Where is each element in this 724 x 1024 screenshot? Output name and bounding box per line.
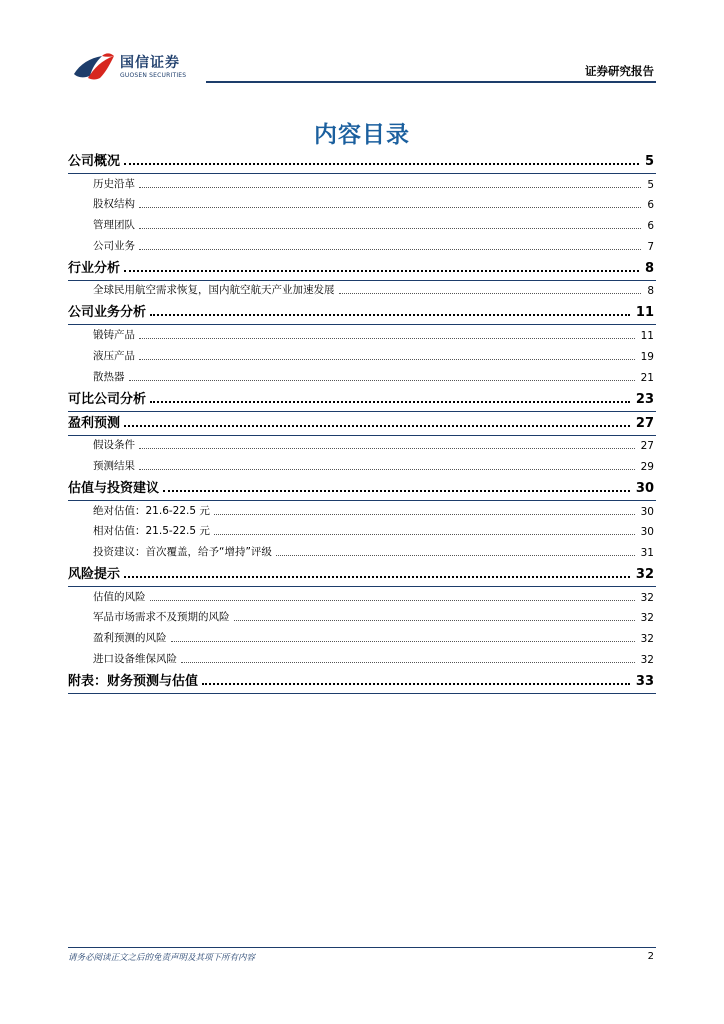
toc-page-number: 23 (635, 391, 654, 407)
toc-dot-leader (124, 270, 639, 272)
toc-entry-title: 股权结构 (93, 198, 135, 211)
toc-dot-leader (124, 576, 630, 578)
toc-entry-title: 历史沿革 (93, 177, 135, 190)
toc-subsection-entry[interactable] (68, 236, 656, 257)
toc-dot-leader (139, 338, 635, 339)
footer-page-number: 2 (647, 951, 654, 962)
toc-dot-leader (139, 249, 641, 250)
guosen-logo-icon (72, 52, 116, 82)
toc-entry-title: 相对估值：21.5-22.5 元 (93, 525, 210, 538)
toc-entry-title: 绝对估值：21.6-22.5 元 (93, 504, 210, 517)
footer-disclaimer: 请务必阅读正文之后的免责声明及其项下所有内容 (68, 953, 256, 963)
toc-page-number: 6 (647, 220, 654, 233)
toc-dot-leader (214, 514, 635, 515)
toc-page-number: 7 (647, 240, 654, 253)
page-header (68, 46, 656, 84)
toc-page-number: 32 (640, 591, 654, 604)
toc-section-entry[interactable] (68, 412, 656, 436)
toc-dot-leader (139, 207, 641, 208)
toc-entry-title: 假设条件 (93, 439, 135, 452)
toc-page-number: 30 (640, 505, 654, 518)
toc-subsection-entry[interactable] (68, 325, 656, 346)
toc-subsection-entry[interactable] (68, 522, 656, 543)
toc-subsection-entry[interactable] (68, 367, 656, 388)
logo-english-name: GUOSEN SECURITIES (120, 71, 187, 79)
toc-entry-title: 散热器 (93, 370, 125, 383)
toc-subsection-entry[interactable] (68, 628, 656, 649)
toc-entry-title: 预测结果 (93, 459, 135, 472)
toc-page-number: 33 (635, 673, 654, 689)
toc-subsection-entry[interactable] (68, 501, 656, 522)
toc-page-number: 27 (635, 415, 654, 431)
toc-dot-leader (124, 163, 639, 165)
toc-entry-title: 附表：财务预测与估值 (68, 673, 199, 689)
toc-subsection-entry[interactable] (68, 174, 656, 195)
toc-page-number: 29 (640, 460, 654, 473)
toc-page-number: 6 (647, 199, 654, 212)
toc-section-entry[interactable] (68, 257, 656, 281)
toc-dot-leader (139, 359, 635, 360)
toc-entry-title: 公司概况 (68, 154, 121, 169)
toc-dot-leader (139, 448, 635, 449)
toc-page-number: 32 (635, 566, 654, 582)
toc-dot-leader (129, 380, 635, 381)
toc-page-number: 19 (640, 350, 654, 363)
toc-entry-title: 估值的风险 (93, 590, 146, 603)
toc-dot-leader (202, 683, 630, 685)
toc-dot-leader (124, 425, 630, 427)
toc-subsection-entry[interactable] (68, 542, 656, 563)
toc-dot-leader (276, 555, 635, 556)
toc-entry-title: 行业分析 (68, 260, 121, 276)
table-of-contents (68, 150, 656, 694)
toc-subsection-entry[interactable] (68, 608, 656, 629)
toc-section-entry[interactable] (68, 477, 656, 501)
toc-page-number: 32 (640, 612, 654, 625)
toc-page-number: 31 (640, 546, 654, 559)
toc-section-entry[interactable] (68, 670, 656, 694)
toc-subsection-entry[interactable] (68, 456, 656, 477)
toc-entry-title: 公司业务分析 (68, 305, 147, 321)
toc-page-number: 8 (647, 285, 654, 298)
logo-chinese-name: 国信证券 (120, 54, 180, 71)
toc-section-entry[interactable] (68, 388, 656, 412)
toc-dot-leader (139, 469, 635, 470)
toc-page-number: 21 (640, 371, 654, 384)
header-divider (206, 81, 656, 83)
toc-dot-leader (339, 293, 642, 294)
toc-entry-title: 管理团队 (93, 219, 135, 232)
toc-subsection-entry[interactable] (68, 649, 656, 670)
toc-page-number: 11 (635, 305, 654, 321)
toc-section-entry[interactable] (68, 563, 656, 587)
toc-dot-leader (171, 641, 635, 642)
toc-page-number: 8 (644, 260, 654, 276)
toc-dot-leader (214, 534, 635, 535)
toc-section-entry[interactable] (68, 301, 656, 325)
toc-entry-title: 风险提示 (68, 566, 121, 582)
toc-dot-leader (150, 600, 635, 601)
toc-dot-leader (139, 187, 641, 188)
toc-page-number: 32 (640, 633, 654, 645)
page-title: 内容目录 (314, 122, 410, 148)
toc-entry-title: 液压产品 (93, 349, 135, 362)
toc-entry-title: 军品市场需求不及预期的风险 (93, 611, 230, 624)
toc-entry-title: 估值与投资建议 (68, 480, 160, 496)
toc-dot-leader (234, 620, 635, 621)
toc-subsection-entry[interactable] (68, 587, 656, 608)
toc-page-number: 30 (640, 526, 654, 539)
report-type-label: 证券研究报告 (585, 64, 654, 78)
toc-entry-title: 盈利预测的风险 (93, 632, 167, 644)
toc-page-number: 27 (640, 440, 654, 453)
toc-entry-title: 盈利预测 (68, 415, 121, 431)
toc-dot-leader (139, 228, 641, 229)
toc-page-number: 11 (640, 330, 654, 343)
toc-entry-title: 锻铸产品 (93, 329, 135, 342)
toc-page-number: 30 (635, 480, 654, 496)
footer-divider (68, 947, 656, 948)
toc-subsection-entry[interactable] (68, 215, 656, 236)
toc-dot-leader (150, 314, 630, 316)
toc-section-entry[interactable] (68, 150, 656, 174)
toc-page-number: 32 (640, 653, 654, 666)
toc-entry-title: 公司业务 (93, 239, 135, 252)
toc-subsection-entry[interactable] (68, 281, 656, 302)
toc-entry-title: 全球民用航空需求恢复，国内航空航天产业加速发展 (93, 284, 335, 297)
toc-entry-title: 可比公司分析 (68, 391, 147, 407)
toc-dot-leader (150, 401, 630, 403)
guosen-logo (72, 52, 186, 82)
toc-subsection-entry[interactable] (68, 195, 656, 216)
toc-dot-leader (181, 662, 635, 663)
toc-dot-leader (163, 490, 630, 492)
toc-subsection-entry[interactable] (68, 436, 656, 457)
toc-page-number: 5 (644, 154, 654, 169)
toc-entry-title: 投资建议：首次覆盖，给予“增持”评级 (93, 545, 272, 558)
toc-subsection-entry[interactable] (68, 346, 656, 367)
toc-page-number: 5 (647, 178, 654, 191)
toc-entry-title: 进口设备维保风险 (93, 652, 177, 665)
